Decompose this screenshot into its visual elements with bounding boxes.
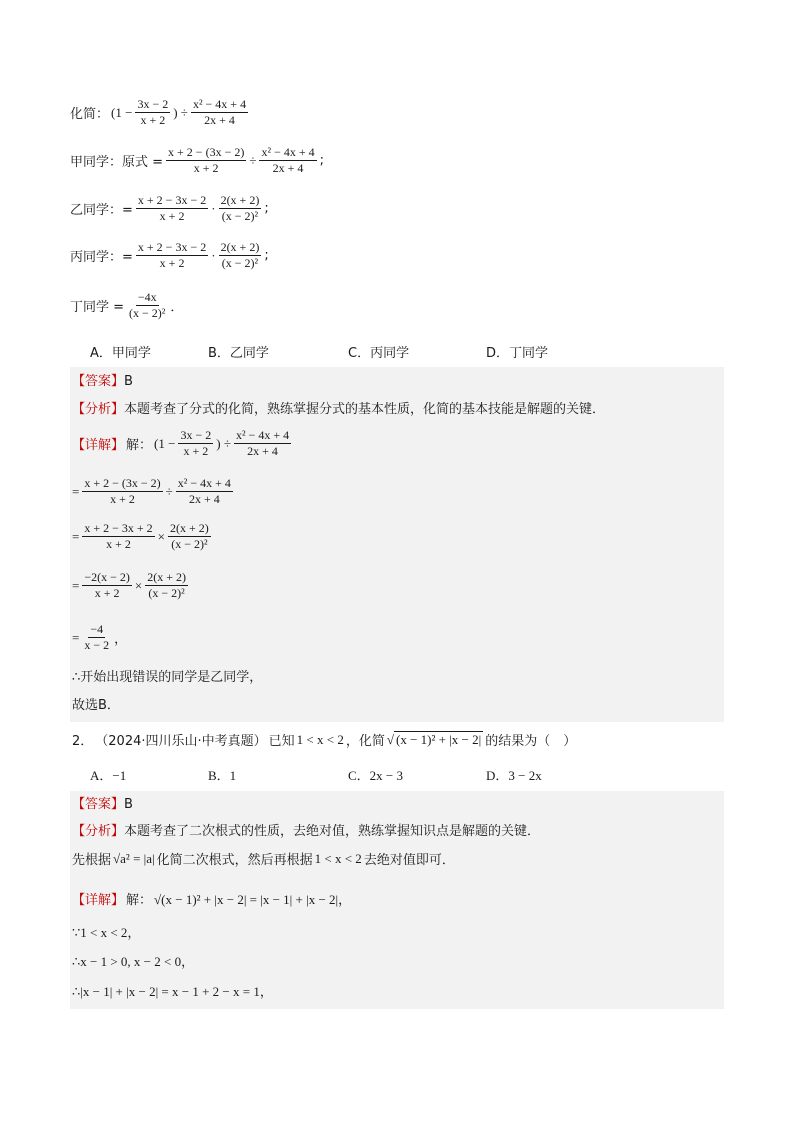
detail-lead: 解： [126,893,153,908]
fraction [82,521,154,552]
denominator: 2x + 4 [188,492,220,506]
fraction [82,476,162,507]
q1-bing: 丙同学：= $\frac{x + 2 - 3x - 2}{x + 2}$ · $\frac{2(x + 2)}{\text{(x − 2)²}}$ ; [70,240,269,270]
q1-step-4: = $\frac{-4}{x - 2}$ ， [72,622,128,652]
q2-step-3: ∴x − 1 > 0, x − 2 < 0， [72,954,195,969]
fraction [176,476,233,507]
q1-conclusion: ∴开始出现错误的同学是乙同学， [72,670,263,685]
denominator: 2x + 4 [247,444,278,458]
hint-formula: √a² = |a| [113,850,155,866]
q2-hint [72,849,455,868]
fraction [178,428,213,459]
expr-part: ) ÷ [216,435,231,451]
fraction [127,290,167,321]
detail-tag: 【详解】 [72,893,125,908]
q2-option-d[interactable]: D．3 − 2x [486,768,542,783]
numerator: x + 2 − (3x − 2) [168,145,245,159]
q2-option-a[interactable]: A．−1 [90,768,127,783]
numerator: −4x [137,290,157,304]
q1-step-1: = $\frac{x + 2 - (3x - 2)}{x + 2}$ ÷ $\frac{\text{x² − 4x + 4}}{2x + 4}$ [72,476,231,506]
fraction [219,193,262,224]
fraction [82,622,111,653]
detail-step: √(x − 1)² + |x − 2| = |x − 1| + |x − 2|， [154,892,352,907]
expr-part: ) ÷ [173,104,188,120]
denominator: 2x + 4 [272,161,304,175]
analysis-text: 本题考查了分式的化简，熟练掌握分式的基本性质，化简的基本技能是解题的关键． [124,402,606,417]
denominator: x + 2 [94,586,120,600]
q2-step-2: ∵1 < x < 2， [72,925,141,940]
fraction [82,570,132,601]
denominator: (x − 2)² [129,306,166,320]
hint-text: 先根据 [72,853,112,868]
denominator: x − 2 [84,638,110,652]
numerator: 2(x + 2) [147,570,186,584]
numerator: 2(x + 2) [170,521,209,535]
denominator: (x − 2)² [221,209,259,223]
radical-expression: (x − 1)² + |x − 2| [395,731,482,747]
fraction [145,570,188,601]
numerator: x² − 4x + 4 [235,428,290,442]
numerator: −4 [90,622,104,636]
q1-choose: 故选B． [72,698,120,713]
stem-text: 的结果为（ ） [485,734,577,749]
hint-text: 去绝对值即可． [363,853,455,868]
analysis-text: 本题考查了二次根式的性质，去绝对值，熟练掌握知识点是解题的关键． [124,824,541,839]
hint-text: 化简二次根式，然后再根据 [156,853,313,868]
q1-analysis [72,398,605,417]
stem-text: ，化简 [345,734,385,749]
hint-condition: 1 < x < 2 [314,850,362,866]
q1-step-2: = $\frac{x + 2 - 3x + 2}{x + 2}$ × $\frac{2(x + 2)}{\text{(x − 2)²}}$ [72,521,209,551]
student-label: 丁同学 = [70,300,125,315]
question-source: （2024·四川乐山·中考真题） [95,734,267,749]
denominator: 2x + 4 [204,113,235,127]
answer-value: B [124,797,133,812]
fraction [136,240,208,271]
denominator: x + 2 [193,161,219,175]
stem-text: 已知 [268,734,295,749]
denominator: (x − 2)² [148,586,185,600]
fraction [234,428,291,459]
student-label: 甲同学：原式 = [70,155,164,170]
q1-option-d[interactable]: D．丁同学 [486,346,549,361]
fraction [168,521,211,552]
denominator: x + 2 [106,537,131,551]
student-label: 乙同学：= [70,203,133,218]
expr-part: (1 − [111,104,133,120]
q2-option-b[interactable]: B．1 [208,768,237,783]
q1-jia: 甲同学：原式 = $\frac{x + 2 - (3x - 2)}{x + 2}$ ÷ $\frac{\text{x² − 4x + 4}}{2x + 4}$ ; [70,145,324,175]
denominator: (x − 2)² [171,537,208,551]
fraction [166,145,246,176]
answer-tag: 【答案】 [72,797,125,812]
numerator: x² − 4x + 4 [192,97,247,111]
denominator: (x − 2)² [221,256,259,270]
answer-value: B [124,374,133,389]
denominator: x + 2 [159,256,185,270]
detail-tag: 【详解】 [72,438,125,453]
analysis-tag: 【分析】 [72,402,125,417]
q1-detail-line [72,428,292,459]
numerator: x² − 4x + 4 [177,476,231,490]
student-label: 丙同学：= [70,250,133,265]
numerator: x + 2 − 3x − 2 [137,193,207,207]
fraction [136,193,208,224]
denominator: x + 2 [140,113,166,127]
denominator: x + 2 [159,209,185,223]
q2-detail-line [72,889,351,908]
q2-analysis [72,820,540,839]
fraction [219,240,262,271]
numerator: x + 2 − (3x − 2) [84,476,161,490]
q1-answer [72,370,133,389]
fraction [191,97,248,128]
q1-yi: 乙同学：= $\frac{x + 2 - 3x - 2}{x + 2}$ · $\frac{2(x + 2)}{\text{(x − 2)²}}$ ; [70,193,269,223]
fraction [135,97,170,128]
condition: 1 < x < 2 [296,731,344,747]
fraction [259,145,316,176]
question-number: 2． [72,734,94,749]
expr-part: (1 − [154,435,176,451]
q1-ding: 丁同学 = $\frac{-4x}{\text{(x − 2)²}}$ ． [70,290,184,320]
numerator: x + 2 − 3x + 2 [84,521,153,535]
denominator: x + 2 [183,444,209,458]
answer-tag: 【答案】 [72,374,125,389]
q1-prompt-label: 化简： [70,107,110,122]
numerator: 3x − 2 [180,428,212,442]
q1-option-c[interactable]: C．丙同学 [348,346,410,361]
q2-option-c[interactable]: C．2x − 3 [348,768,404,783]
q2-answer [72,793,133,812]
analysis-tag: 【分析】 [72,824,125,839]
numerator: x + 2 − 3x − 2 [137,240,207,254]
q1-prompt [70,97,249,128]
numerator: 3x − 2 [137,97,169,111]
q1-option-a[interactable]: A．甲同学 [90,346,151,361]
numerator: x² − 4x + 4 [261,145,315,159]
numerator: 2(x + 2) [220,193,260,207]
detail-lead: 解： [126,438,153,453]
numerator: −2(x − 2) [84,570,130,584]
denominator: x + 2 [110,492,135,506]
q1-option-b[interactable]: B．乙同学 [208,346,269,361]
numerator: 2(x + 2) [220,240,260,254]
q1-step-3: = $\frac{-2(x - 2)}{x + 2}$ × $\frac{2(x + 2)}{\text{(x − 2)²}}$ [72,570,186,600]
q2-step-4: ∴|x − 1| + |x − 2| = x − 1 + 2 − x = 1， [72,984,273,999]
q2-stem: 2． （2024·四川乐山·中考真题） 已知 1 < x < 2 ，化简 √ (x − 1)² + |x − 2| 的结果为（ ） [72,731,577,749]
